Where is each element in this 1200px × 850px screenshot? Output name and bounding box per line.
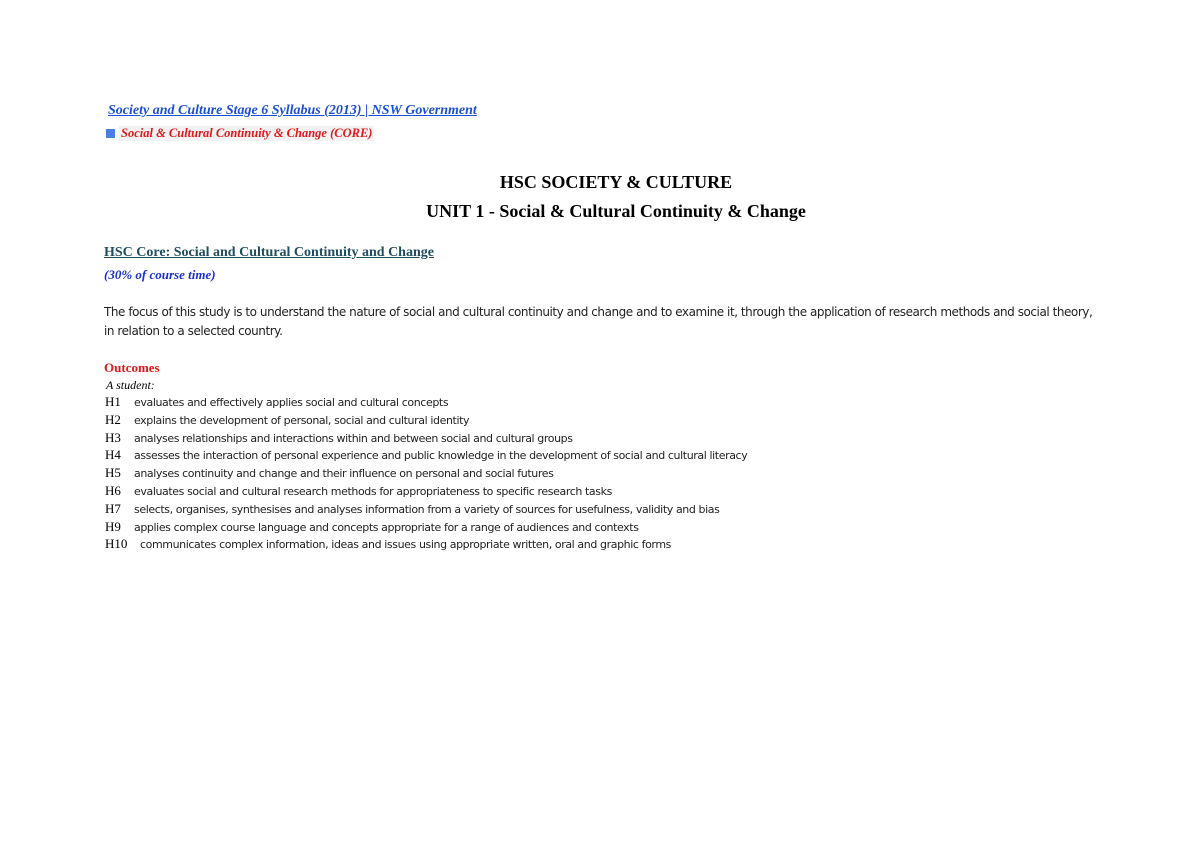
outcome-code: H6 (105, 482, 121, 498)
outcome-item-h9 (105, 519, 1005, 537)
outcome-code: H4 (105, 447, 121, 463)
outcome-item-h2 (105, 412, 1005, 430)
outcome-text: assesses the interaction of personal experience and public knowledge in the development of social and cultural literacy (134, 449, 748, 463)
outcome-text: selects, organises, synthesises and analyses information from a variety of sources for usefulness, validity and bias (134, 502, 720, 516)
outcome-code: H3 (105, 429, 121, 445)
outcome-code: H10 (105, 536, 128, 552)
outcome-text: explains the development of personal, social and cultural identity (134, 413, 470, 427)
syllabus-link[interactable]: Society and Culture Stage 6 Syllabus (2013) | NSW Government (108, 103, 477, 118)
outcome-code: H1 (105, 394, 121, 409)
outcome-item-h6 (105, 483, 1005, 501)
outcomes-intro: A student: (106, 378, 155, 392)
outcomes-heading: Outcomes (104, 360, 160, 375)
core-heading: HSC Core: Social and Cultural Continuity and Change (104, 245, 434, 260)
page-title: HSC SOCIETY & CULTURE (499, 172, 733, 192)
outcome-code: H9 (105, 518, 121, 534)
outcome-text: analyses relationships and interactions within and between social and cultural groups (134, 431, 573, 445)
outcome-text: evaluates and effectively applies social and cultural concepts (134, 396, 449, 409)
core-tag (106, 126, 374, 141)
outcome-item-h5 (105, 465, 1005, 483)
outcome-item-h7 (105, 501, 1005, 519)
outcome-code: H5 (105, 465, 121, 481)
unit-title: UNIT 1 - Social & Cultural Continuity & Change (426, 201, 806, 221)
outcome-list (105, 394, 1005, 554)
course-time-note: (30% of course time) (104, 267, 216, 282)
bullet-square-icon (106, 129, 115, 138)
outcome-item-h3 (105, 430, 1005, 448)
focus-paragraph: The focus of this study is to understand the nature of social and cultural continuity and change and to examine it, through the application of research methods and social theory, in relation to a selected country. (104, 305, 1093, 338)
outcome-item-h10 (105, 536, 1005, 554)
outcome-text: communicates complex information, ideas and issues using appropriate written, oral and graphic forms (140, 538, 672, 552)
outcome-item-h4 (105, 447, 1005, 465)
outcome-code: H2 (105, 411, 121, 427)
core-tag-label: Social & Cultural Continuity & Change (CORE) (121, 126, 373, 140)
outcome-item-h1 (105, 394, 1005, 412)
outcome-text: applies complex course language and concepts appropriate for a range of audiences and contexts (134, 520, 639, 534)
outcome-text: analyses continuity and change and their influence on personal and social futures (134, 467, 554, 481)
outcome-code: H7 (105, 500, 121, 516)
outcome-text: evaluates social and cultural research methods for appropriateness to specific research tasks (134, 484, 612, 498)
